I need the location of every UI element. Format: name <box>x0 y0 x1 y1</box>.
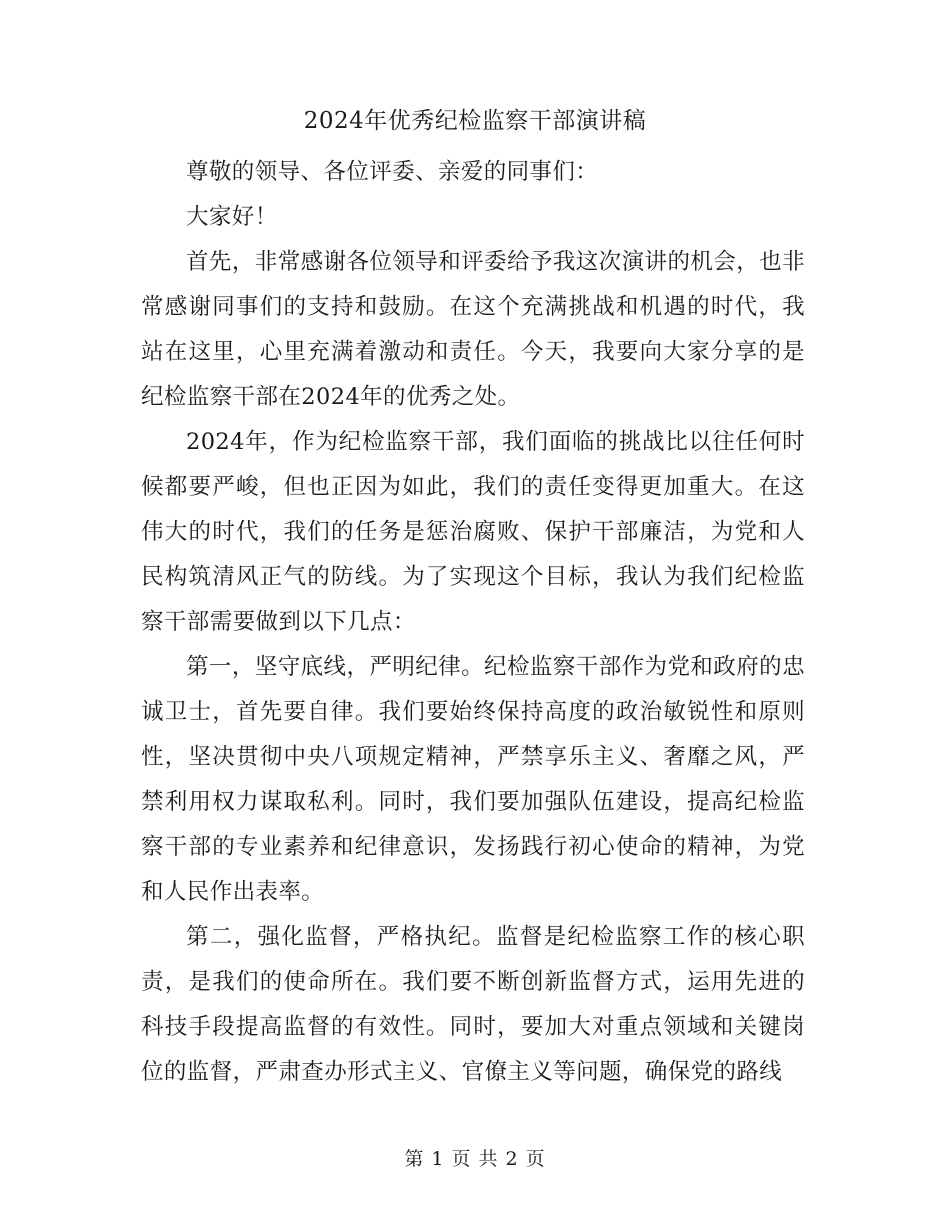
document-title: 2024年优秀纪检监察干部演讲稿 <box>303 108 647 134</box>
context-paragraph: 2024年，作为纪检监察干部，我们面临的挑战比以往任何时候都要严峻，但也正因为如此，我们的责任变得更加重大。在这伟大的时代，我们的任务是惩治腐败、保护干部廉洁，为党和人民构筑清风正气的防线。为了实现这个目标，我认为我们纪检监察干部需要做到以下几点： <box>141 429 805 635</box>
salutation-paragraph: 尊敬的领导、各位评委、亲爱的同事们： <box>186 159 599 185</box>
opening-paragraph: 首先，非常感谢各位领导和评委给予我这次演讲的机会，也非常感谢同事们的支持和鼓励。在这个充满挑战和机遇的时代，我站在这里，心里充满着激动和责任。今天，我要向大家分享的是纪检监察干部在2024年的优秀之处。 <box>141 249 805 410</box>
point-two-paragraph: 第二，强化监督，严格执纪。监督是纪检监察工作的核心职责，是我们的使命所在。我们要不断创新监督方式，运用先进的科技手段提高监督的有效性。同时，要加大对重点领域和关键岗位的监督，严肃查办形式主义、官僚主义等问题，确保党的路线 <box>141 924 805 1085</box>
document-body <box>141 150 805 1095</box>
page-number-footer: 第 1 页 共 2 页 <box>404 1148 546 1170</box>
greeting-paragraph: 大家好！ <box>186 204 278 230</box>
point-one-paragraph: 第一，坚守底线，严明纪律。纪检监察干部作为党和政府的忠诚卫士，首先要自律。我们要始终保持高度的政治敏锐性和原则性，坚决贯彻中央八项规定精神，严禁享乐主义、奢靡之风，严禁利用权力谋取私利。同时，我们要加强队伍建设，提高纪检监察干部的专业素养和纪律意识，发扬践行初心使命的精神，为党和人民作出表率。 <box>141 654 805 905</box>
